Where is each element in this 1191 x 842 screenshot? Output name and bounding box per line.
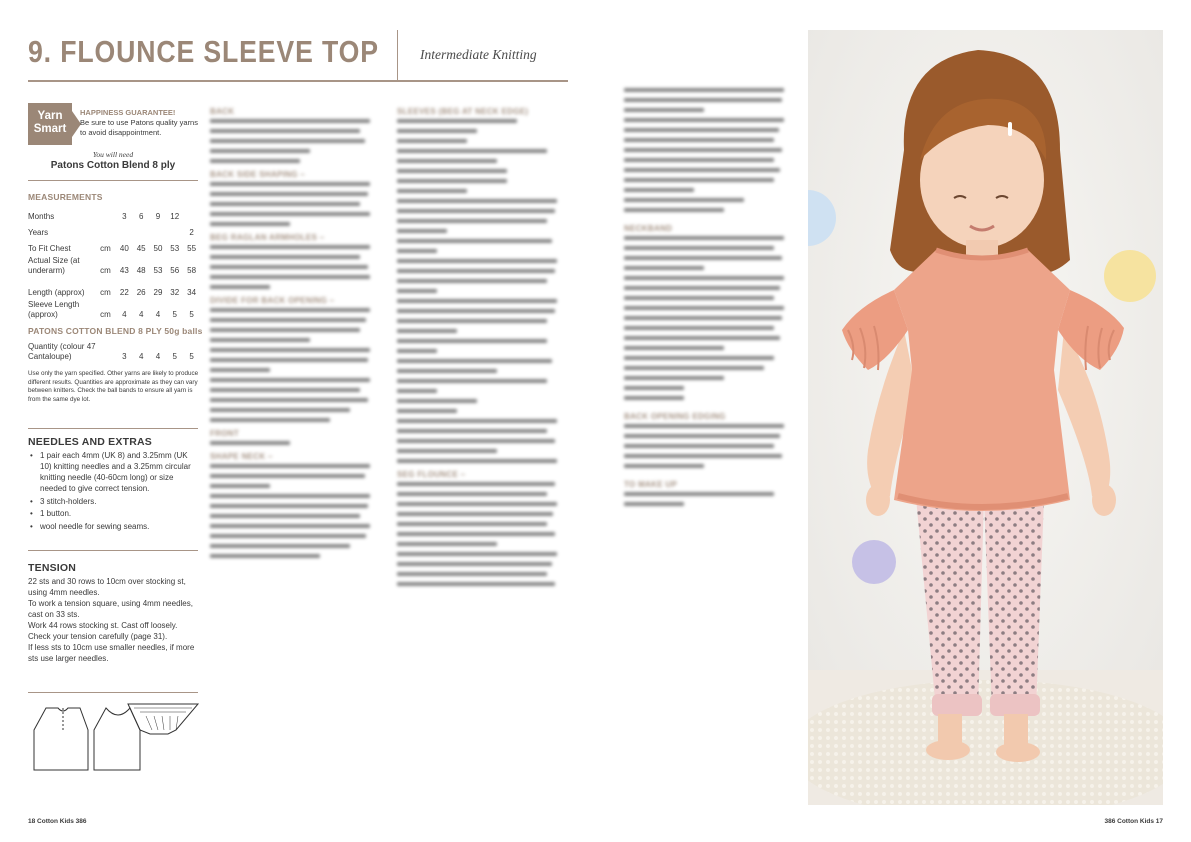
pattern-column-3 <box>624 88 792 512</box>
measurement-value: 9 <box>155 211 161 221</box>
pattern-column-1 <box>210 100 378 564</box>
section-heading: BACK OPENING EDGING <box>624 412 726 421</box>
measurement-value <box>166 221 183 237</box>
measurement-value <box>150 221 167 237</box>
table-row <box>28 221 200 237</box>
measurement-unit: cm <box>100 243 111 253</box>
measurement-value <box>133 221 150 237</box>
tension-line: using 4mm needles. <box>28 588 100 597</box>
measurement-value: 43 <box>119 265 129 275</box>
quantity-value: 5 <box>172 352 177 361</box>
needles-list <box>28 450 200 533</box>
guarantee-box <box>80 108 198 138</box>
measurement-unit: cm <box>100 265 111 275</box>
section-heading: SHAPE NECK – <box>210 452 273 461</box>
header-rule <box>28 80 568 82</box>
table-row <box>28 297 200 319</box>
measurement-value: 34 <box>187 287 197 297</box>
needles-heading: NEEDLES AND EXTRAS <box>28 436 152 448</box>
measurement-value: 2 <box>189 227 194 237</box>
pattern-title: 9. FLOUNCE SLEEVE TOP <box>28 34 379 69</box>
quantity-value: 5 <box>189 352 194 361</box>
measurement-unit <box>100 221 116 237</box>
measurement-label: To Fit Chest <box>28 243 71 253</box>
you-will-need-label: You will need <box>92 150 134 159</box>
header-divider <box>397 30 398 82</box>
list-item: • wool needle for sewing seams. <box>28 521 200 532</box>
quantity-value: 3 <box>122 352 127 361</box>
table-row <box>28 275 200 297</box>
measurement-value: 22 <box>119 287 129 297</box>
section-heading: SLEEVES (BEG AT NECK EDGE) <box>397 107 529 116</box>
guarantee-title: HAPPINESS GUARANTEE! <box>80 108 176 117</box>
table-row <box>28 205 200 221</box>
table-row <box>28 253 200 275</box>
measurement-value: 6 <box>138 211 144 221</box>
section-heading: NECKBAND <box>624 224 673 233</box>
measurement-value: 4 <box>155 309 161 319</box>
measurement-value: 40 <box>119 243 129 253</box>
measurement-value: 45 <box>136 243 146 253</box>
section-heading: BACK SIDE SHAPING – <box>210 170 306 179</box>
tension-line: If less sts to 10cm use smaller needles, if more <box>28 643 195 652</box>
quantity-value: 4 <box>155 352 161 361</box>
measurement-value: 4 <box>138 309 144 319</box>
divider <box>28 550 198 551</box>
measurement-value: 58 <box>187 265 197 275</box>
measurement-value: 32 <box>170 287 180 297</box>
measurement-value: 5 <box>172 309 177 319</box>
measurements-heading: MEASUREMENTS <box>28 192 103 202</box>
page-number-right: 386 Cotton Kids 17 <box>1104 818 1163 825</box>
measurement-value: 50 <box>153 243 163 253</box>
back-piece-shape <box>34 708 88 770</box>
tension-heading: TENSION <box>28 562 77 574</box>
list-item: • 3 stitch-holders. <box>28 496 200 507</box>
divider <box>28 428 198 429</box>
flounce-top-shape <box>894 250 1070 511</box>
sleeve-flounce-shape <box>128 704 198 734</box>
measurement-value: 3 <box>122 211 127 221</box>
tension-text <box>28 576 200 664</box>
divider <box>28 180 198 181</box>
balloon-lilac <box>852 540 896 584</box>
measurement-value: 12 <box>170 211 180 221</box>
measurement-value: 56 <box>170 265 180 275</box>
quantity-row <box>28 342 200 361</box>
section-heading: BEG RAGLAN ARMHOLES – <box>210 233 325 242</box>
measurement-value: 4 <box>122 309 127 319</box>
measurement-value: 53 <box>153 265 163 275</box>
measurement-unit <box>100 205 116 221</box>
measurement-value: 48 <box>136 265 146 275</box>
tension-line: Work 44 rows stocking st. Cast off loosely. <box>28 621 178 630</box>
yarn-name: Patons Cotton Blend 8 ply <box>50 160 176 171</box>
measurement-label: Years <box>28 227 49 237</box>
table-row <box>28 237 200 253</box>
pattern-column-2 <box>397 100 565 592</box>
quantity-label: Quantity (colour 47 Cantaloupe) <box>28 342 96 361</box>
measurement-unit: cm <box>100 287 111 297</box>
yarn-note: Use only the yarn specified. Other yarns are likely to produce different results. Quantities are approximate as they can vary between knitters. Check the ball bands to ensure all yarn is from the same dye lot. <box>28 370 199 403</box>
list-item: • 1 pair each 4mm (UK 8) and 3.25mm (UK 10) knitting needles and a 3.25mm circular knitting needle (40-60cm long) or size needed to give correct tension. <box>28 450 200 494</box>
quantity-value: 4 <box>138 352 144 361</box>
balloon-yellow <box>1104 250 1156 302</box>
measurement-value <box>183 205 200 221</box>
divider <box>28 692 198 693</box>
measurement-value: 55 <box>187 243 197 253</box>
measurement-value: 26 <box>136 287 146 297</box>
measurement-unit: cm <box>100 309 111 319</box>
guarantee-text: Be sure to use Patons quality yarns to avoid disappointment. <box>80 118 198 137</box>
section-heading: DIVIDE FOR BACK OPENING – <box>210 296 335 305</box>
yarn-smart-badge: Yarn Smart <box>28 103 72 145</box>
tension-line: cast on 33 sts. <box>28 610 80 619</box>
measurement-label: Sleeve Length (approx) <box>28 300 80 319</box>
garment-schematic <box>28 700 200 800</box>
measurement-value: 29 <box>153 287 163 297</box>
model-photo <box>808 30 1163 805</box>
measurement-label: Length (approx) <box>28 287 85 297</box>
tension-line: 22 sts and 30 rows to 10cm over stocking st, <box>28 577 186 586</box>
section-heading: TO MAKE UP <box>624 480 678 489</box>
measurement-value: 53 <box>170 243 180 253</box>
measurement-value <box>116 221 133 237</box>
section-heading: FRONT <box>210 429 240 438</box>
measurement-value: 5 <box>189 309 194 319</box>
section-heading: BACK <box>210 107 235 116</box>
balls-heading: PATONS COTTON BLEND 8 PLY 50g balls <box>28 326 203 336</box>
section-heading: SEG FLOUNCE – <box>397 470 466 479</box>
skill-level: Intermediate Knitting <box>420 47 537 62</box>
measurement-label: Actual Size (at underarm) <box>28 256 80 275</box>
measurements-table <box>28 205 200 319</box>
list-item: • 1 button. <box>28 508 200 519</box>
measurement-label: Months <box>28 211 55 221</box>
page-number-left: 18 Cotton Kids 386 <box>28 818 87 825</box>
front-piece-shape <box>94 708 140 770</box>
tension-line: To work a tension square, using 4mm needles, <box>28 599 193 608</box>
tension-line: sts use larger needles. <box>28 654 109 663</box>
tension-line: Check your tension carefully (page 31). <box>28 632 168 641</box>
